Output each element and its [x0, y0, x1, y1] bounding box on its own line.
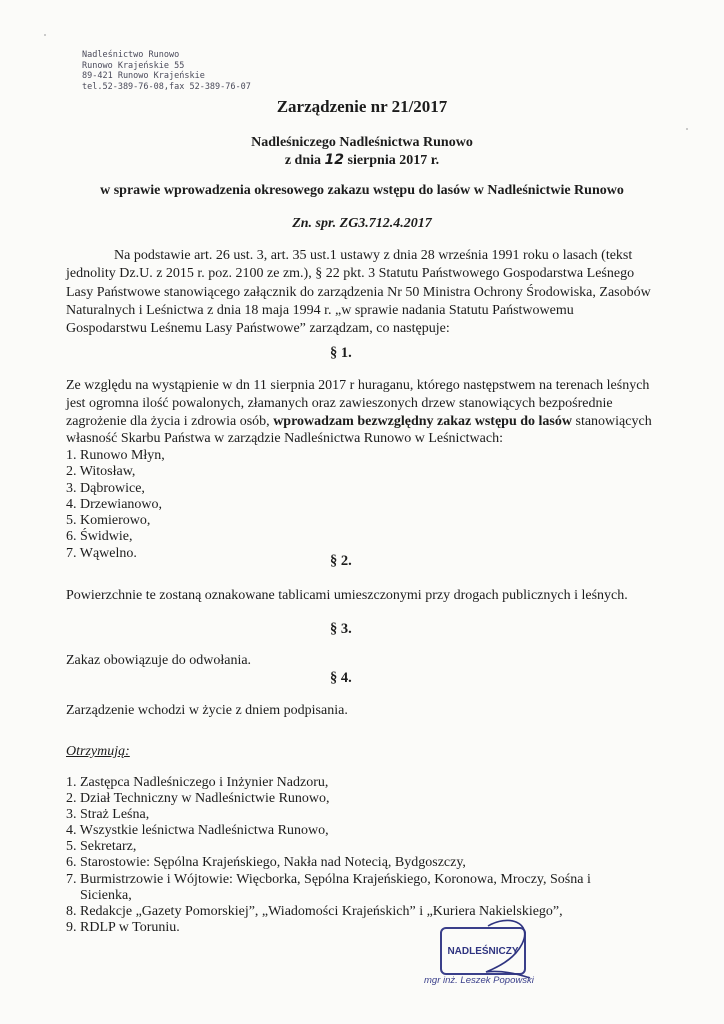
signatory-name: mgr inż. Leszek Popowski: [424, 975, 534, 986]
list-item: 7. Wąwelno.: [66, 545, 137, 561]
list-item: 4. Wszystkie leśnictwa Nadleśnictwa Runowo,: [66, 823, 329, 839]
section-1-heading: § 1.: [330, 345, 352, 361]
date-prefix: z dnia: [284, 153, 322, 168]
list-item: 5. Sekretarz,: [66, 839, 137, 855]
case-reference: Zn. spr. ZG3.712.4.2017: [292, 216, 432, 231]
list-item: 3. Dąbrowice,: [66, 480, 145, 496]
list-item-continuation: Sicienka,: [80, 887, 132, 903]
stamp-line: Runowo Krajeńskie 55: [82, 60, 185, 71]
list-item: 2. Witosław,: [66, 464, 136, 480]
list-item: 1. Zastępca Nadleśniczego i Inżynier Nadzoru,: [66, 775, 329, 790]
issuer: Nadleśniczego Nadleśnictwa Runowo: [251, 135, 473, 150]
list-item: 9. RDLP w Toruniu.: [66, 919, 180, 935]
signature-scribble: [478, 912, 538, 982]
preamble: Na podstawie art. 26 ust. 3, art. 35 ust.1 ustawy z dnia 28 września 1991 roku o lasach (tekst jednolity Dz.U. z 2015 r. poz. 2100 ze zm.), § 22 pkt. 3 Statutu Państwowego Gospodarstwa Leśnego Lasy Państwowe stanowiącego załącznik do zarządzenia Nr 50 Ministra Ochrony Środowiska, Zasobów Naturalnych i Leśnictwa z dnia 18 maja 1994 r. „w sprawie nadania Statutu Państwowemu Gospodarstwu Leśnemu Lasy Państwowe” zarządzam, co następuje:: [66, 248, 651, 337]
list-item: 6. Świdwie,: [66, 529, 133, 545]
speck: [44, 34, 46, 36]
list-item: 5. Komierowo,: [66, 513, 151, 529]
stamp-line: tel.52-389-76-08,fax 52-389-76-07: [82, 81, 251, 92]
section-1-text-b: stanowiących własność Skarbu Państwa w zarządzie Nadleśnictwa Runowo w Leśnictwach:: [66, 413, 652, 447]
office-stamp: [82, 50, 251, 92]
list-item: 4. Drzewianowo,: [66, 496, 163, 512]
section-1-text-bold: wprowadzam bezwzględny zakaz wstępu do lasów: [273, 413, 572, 429]
section-3-heading: § 3.: [330, 621, 352, 637]
list-item: 1. Runowo Młyn,: [66, 448, 165, 463]
recipients-list: [66, 775, 656, 936]
list-item: 3. Straż Leśna,: [66, 807, 150, 823]
date-day-handwritten: 12: [324, 152, 344, 168]
date-rest: sierpnia 2017 r.: [347, 153, 440, 168]
stamp-line: 89-421 Runowo Krajeńskie: [82, 71, 205, 81]
section-1-text-a: Ze względu na wystąpienie w dn 11 sierpnia 2017 r huraganu, którego następstwem na terenach leśnych jest ogromna ilość powalonych, złamanych oraz zawieszonych drzew stanowiących bezpośrednie zagrożenie dla życia i zdrowia osób,: [66, 378, 650, 429]
stamp-line: Nadleśnictwo Runowo: [82, 50, 180, 60]
speck: [686, 128, 688, 130]
issue-date: [0, 152, 724, 169]
subject: w sprawie wprowadzenia okresowego zakazu wstępu do lasów w Nadleśnictwie Runowo: [100, 183, 624, 198]
section-4-heading: § 4.: [330, 670, 352, 686]
section-2-heading: § 2.: [330, 553, 352, 569]
list-item: 2. Dział Techniczny w Nadleśnictwie Runowo,: [66, 791, 330, 807]
forest-district-list: [66, 448, 165, 562]
list-item: 7. Burmistrzowie i Wójtowie: Więcborka, Sępólna Krajeńskiego, Koronowa, Mroczy, Sośna i: [66, 871, 591, 887]
recipients-title: Otrzymują:: [66, 744, 130, 759]
section-2-text: Powierzchnie te zostaną oznakowane tablicami umieszczonymi przy drogach publicznych i leśnych.: [66, 588, 628, 603]
section-1-text: [66, 377, 666, 448]
document-title: Zarządzenie nr 21/2017: [276, 97, 448, 116]
list-item: 8. Redakcje „Gazety Pomorskiej”, „Wiadomości Krajeńskich” i „Kuriera Nakielskiego”,: [66, 903, 563, 919]
section-4-text: Zarządzenie wchodzi w życie z dniem podpisania.: [66, 703, 348, 718]
list-item: 6. Starostowie: Sępólna Krajeńskiego, Nakła nad Notecią, Bydgoszczy,: [66, 855, 466, 871]
signature-stamp-text: NADLEŚNICZY: [447, 945, 519, 957]
section-3-text: Zakaz obowiązuje do odwołania.: [66, 653, 252, 668]
